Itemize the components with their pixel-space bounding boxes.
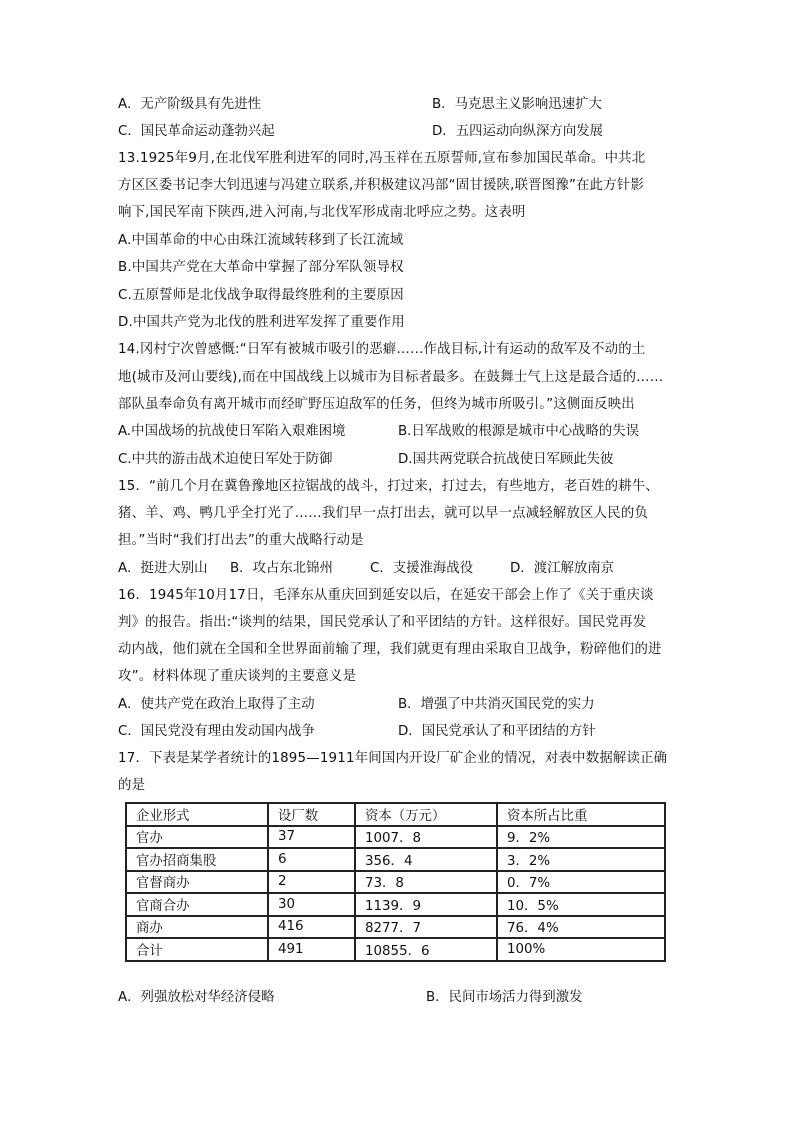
table-header-cell: 资本（万元） <box>355 803 497 826</box>
q13-stem-line-1: 13.1925年9月,在北伐军胜利进军的同时,冯玉祥在五原誓师,宣布参加国民革命。中共北 <box>118 151 646 166</box>
table-header-cell: 企业形式 <box>126 803 268 826</box>
q14-option-d: D.国共两党联合抗战使日军顾此失彼 <box>398 452 614 467</box>
table-cell: 官督商办 <box>126 871 268 894</box>
q17-option-a: A．列强放松对华经济侵略 <box>118 990 275 1005</box>
q16-stem-line-3: 动内战，他们就在全国和全世界面前输了理，我们就更有理由采取自卫战争，粉碎他们的进 <box>118 642 662 657</box>
q16-option-a: A．使共产党在政治上取得了主动 <box>118 697 315 712</box>
table-header-cell: 设厂数 <box>268 803 355 826</box>
table-cell: 3．2% <box>497 848 665 871</box>
q16-option-d: D．国民党承认了和平团结的方针 <box>398 724 596 739</box>
q13-option-a: A.中国革命的中心由珠江流域转移到了长江流域 <box>118 233 404 248</box>
q14-stem-line-3: 部队虽奉命负有离开城市而经旷野压迫敌军的任务，但终为城市所吸引。”这侧面反映出 <box>118 397 635 412</box>
table-cell: 商办 <box>126 916 268 939</box>
table-cell: 30 <box>268 893 355 916</box>
table-cell: 100% <box>497 938 665 961</box>
q16-stem-line-2: 判》的报告。指出:“谈判的结果，国民党承认了和平团结的方针。这样很好。国民党再发 <box>118 615 647 630</box>
table-cell: 416 <box>268 916 355 939</box>
table-cell: 官办 <box>126 826 268 849</box>
q14-option-c: C.中共的游击战术迫使日军处于防御 <box>118 452 333 467</box>
table-cell: 73．8 <box>355 871 497 894</box>
table-cell: 1007．8 <box>355 826 497 849</box>
table-cell: 356．4 <box>355 848 497 871</box>
table-cell: 0．7% <box>497 871 665 894</box>
table-row <box>126 871 665 894</box>
q15-stem-line-3: 担。”当时“我们打出去”的重大战略行动是 <box>118 533 364 548</box>
table-row <box>126 893 665 916</box>
q14-option-a: A.中国战场的抗战使日军陷入艰难困境 <box>118 424 346 439</box>
q12-option-b: B．马克思主义影响迅速扩大 <box>432 97 602 112</box>
q17-stem-line-1: 17．下表是某学者统计的1895—1911年间国内开设厂矿企业的情况，对表中数据解读正确 <box>118 751 668 766</box>
table-cell: 合计 <box>126 938 268 961</box>
q16-stem-line-4: 攻”。材料体现了重庆谈判的主要意义是 <box>118 669 357 684</box>
table-row <box>126 916 665 939</box>
q16-option-c: C．国民党没有理由发动国内战争 <box>118 724 315 739</box>
q14-stem-line-2: 地(城市及河山要线),而在中国战线上以城市为目标者最多。在鼓舞士气上这是最合适的…… <box>118 370 664 385</box>
table-row <box>126 826 665 849</box>
q14-option-b: B.日军战败的根源是城市中心战略的失误 <box>398 424 640 439</box>
table-cell: 491 <box>268 938 355 961</box>
q17-stem-line-2: 的是 <box>118 778 146 793</box>
q13-option-d: D.中国共产党为北伐的胜利进军发挥了重要作用 <box>118 315 405 330</box>
table-header-cell: 资本所占比重 <box>497 803 665 826</box>
table-cell: 8277．7 <box>355 916 497 939</box>
table-cell: 官商合办 <box>126 893 268 916</box>
q12-option-c: C．国民革命运动蓬勃兴起 <box>118 124 275 139</box>
q13-option-c: C.五原誓师是北伐战争取得最终胜利的主要原因 <box>118 288 404 303</box>
q13-option-b: B.中国共产党在大革命中掌握了部分军队领导权 <box>118 260 404 275</box>
q15-option-b: B．攻占东北锦州 <box>230 561 333 576</box>
table-cell: 2 <box>268 871 355 894</box>
q15-option-c: C．支援淮海战役 <box>370 561 474 576</box>
q15-stem-line-1: 15．“前几个月在冀鲁豫地区拉锯战的战斗，打过来，打过去，有些地方，老百姓的耕牛、 <box>118 479 660 494</box>
q15-stem-line-2: 猪、羊、鸡、鸭几乎全打光了……我们早一点打出去，就可以早一点减轻解放区人民的负 <box>118 506 649 521</box>
enterprise-statistics-table <box>125 802 666 962</box>
q15-option-d: D．渡江解放南京 <box>510 561 615 576</box>
q15-option-a: A．挺进大别山 <box>118 561 208 576</box>
table-cell: 37 <box>268 826 355 849</box>
q14-stem-line-1: 14.冈村宁次曾感慨:“日军有被城市吸引的恶癖……作战目标,计有运动的敌军及不动的土 <box>118 342 646 357</box>
q17-option-b: B．民间市场活力得到激发 <box>426 990 583 1005</box>
table-cell: 10855．6 <box>355 938 497 961</box>
q12-option-a: A．无产阶级具有先进性 <box>118 97 262 112</box>
table-row <box>126 938 665 961</box>
q13-stem-line-3: 响下,国民军南下陕西,进入河南,与北伐军形成南北呼应之势。这表明 <box>118 205 526 220</box>
table-cell: 76．4% <box>497 916 665 939</box>
q13-stem-line-2: 方区区委书记李大钊迅速与冯建立联系,并积极建议冯部“固甘援陕,联晋图豫”在此方针影 <box>118 178 645 193</box>
table-cell: 9．2% <box>497 826 665 849</box>
table-row <box>126 848 665 871</box>
q16-option-b: B．增强了中共消灭国民党的实力 <box>398 697 595 712</box>
table-cell: 1139．9 <box>355 893 497 916</box>
table-cell: 6 <box>268 848 355 871</box>
q16-stem-line-1: 16．1945年10月17日，毛泽东从重庆回到延安以后，在延安干部会上作了《关于重庆谈 <box>118 588 654 603</box>
table-cell: 10．5% <box>497 893 665 916</box>
q12-option-d: D．五四运动向纵深方向发展 <box>432 124 603 139</box>
table-header-row <box>126 803 665 826</box>
table-cell: 官办招商集股 <box>126 848 268 871</box>
